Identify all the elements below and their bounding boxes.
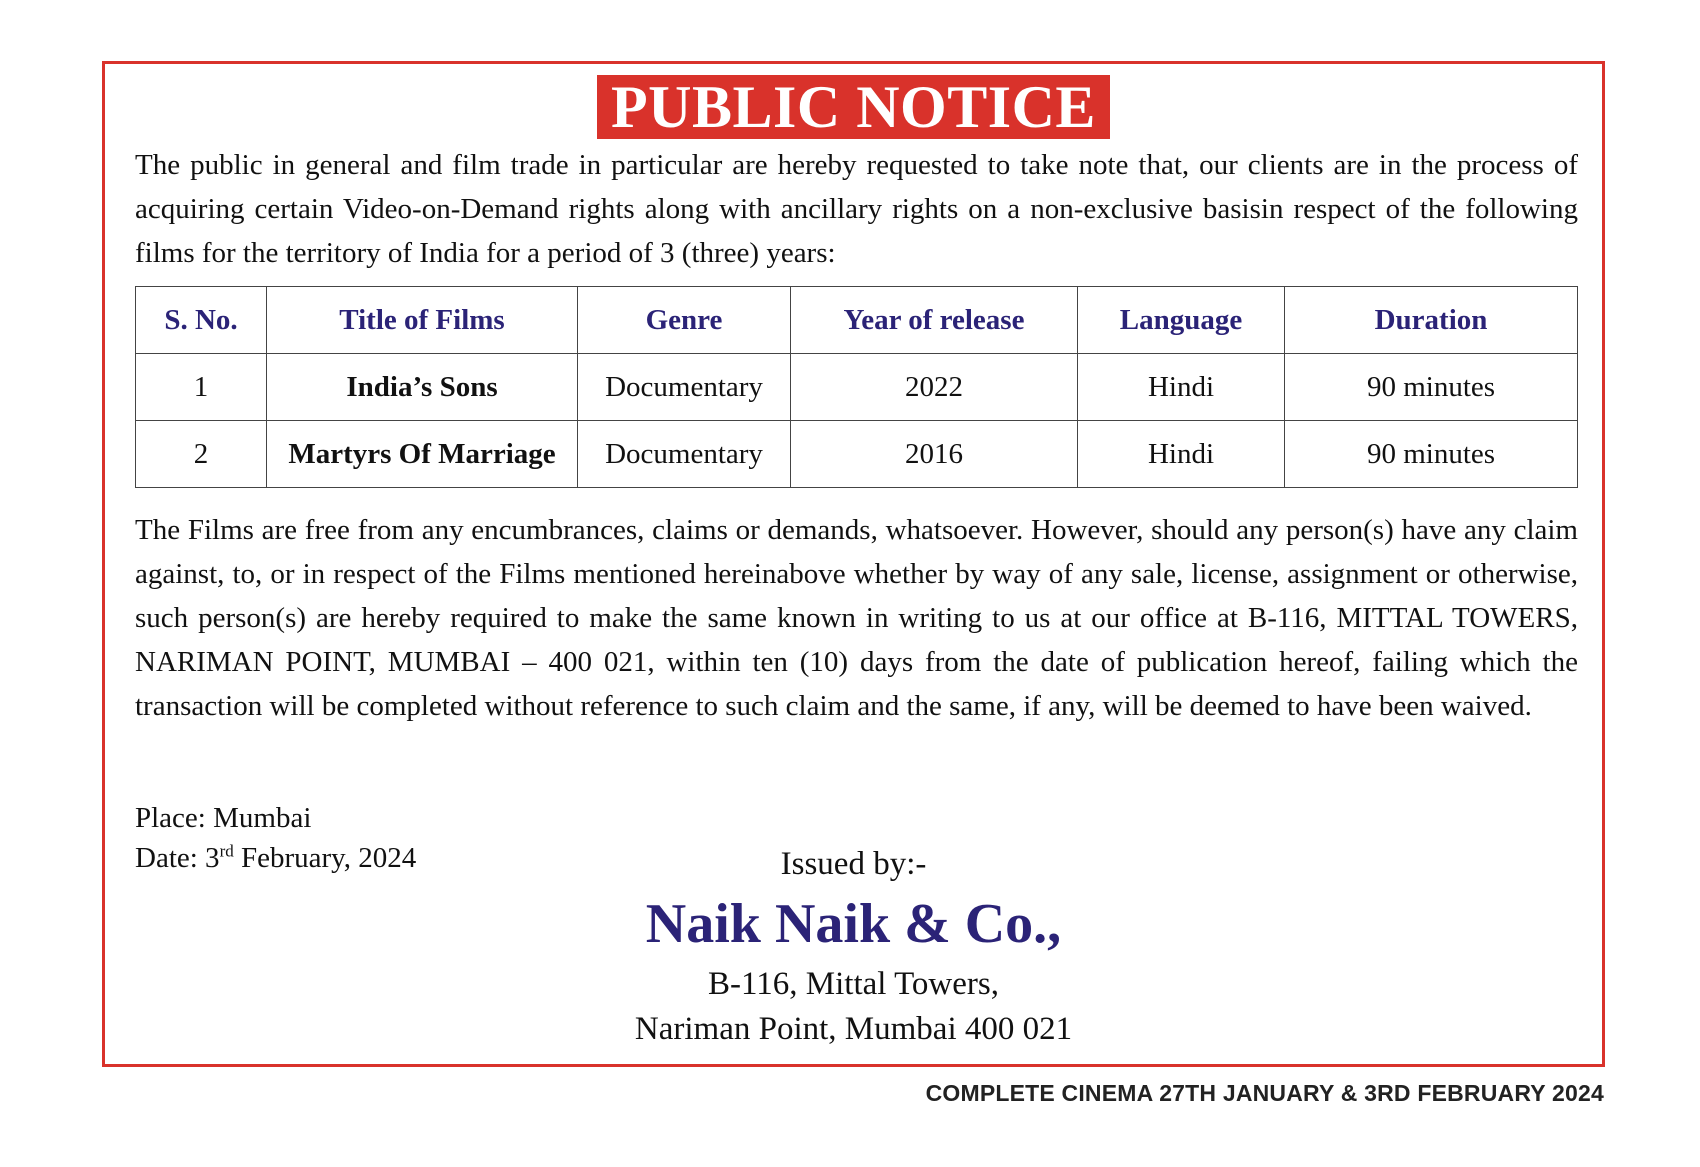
date-suffix: February, 2024	[233, 842, 417, 874]
cell-duration: 90 minutes	[1285, 421, 1578, 488]
cell-language: Hindi	[1078, 421, 1285, 488]
notice-title: PUBLIC NOTICE	[597, 75, 1110, 139]
firm-name: Naik Naik & Co.,	[645, 893, 1062, 955]
cell-year: 2016	[791, 421, 1078, 488]
films-table	[135, 286, 1578, 488]
date-prefix: Date: 3	[135, 842, 220, 874]
cell-sno: 2	[136, 421, 267, 488]
header-title: Title of Films	[267, 287, 578, 354]
cell-language: Hindi	[1078, 354, 1285, 421]
table-row	[136, 421, 1578, 488]
place-line: Place: Mumbai	[135, 802, 312, 834]
header-sno: S. No.	[136, 287, 267, 354]
body-paragraph: The Films are free from any encumbrances, claims or demands, whatsoever. However, should any person(s) have any claim against, to, or in respect of the Films mentioned hereinabove whether by way of any sale, license, assignment or otherwise, such person(s) are hereby required to make the same known in writing to us at our office at B-116, MITTAL TOWERS, NARIMAN POINT, MUMBAI – 400 021, within ten (10) days from the date of publication hereof, failing which the transaction will be completed without reference to such claim and the same, if any, will be deemed to have been waived.	[135, 514, 1578, 722]
notice-frame	[102, 61, 1605, 1067]
cell-year: 2022	[791, 354, 1078, 421]
cell-genre: Documentary	[578, 421, 791, 488]
table-header-row	[136, 287, 1578, 354]
title-wrapper	[105, 75, 1602, 139]
address-line-1: B-116, Mittal Towers,	[707, 966, 999, 1002]
address-line-2: Nariman Point, Mumbai 400 021	[634, 1011, 1073, 1047]
cell-title: India’s Sons	[267, 354, 578, 421]
issued-by-label: Issued by:-	[780, 846, 927, 882]
table-row	[136, 354, 1578, 421]
intro-paragraph: The public in general and film trade in particular are hereby requested to take note that, our clients are in the process of acquiring certain Video-on-Demand rights along with ancillary rights on a non-exclusive basisin respect of the following films for the territory of India for a period of 3 (three) years:	[135, 149, 1578, 269]
cell-duration: 90 minutes	[1285, 354, 1578, 421]
header-genre: Genre	[578, 287, 791, 354]
cell-title: Martyrs Of Marriage	[267, 421, 578, 488]
date-ordinal: rd	[219, 841, 234, 861]
header-language: Language	[1078, 287, 1285, 354]
header-year: Year of release	[791, 287, 1078, 354]
header-duration: Duration	[1285, 287, 1578, 354]
cell-genre: Documentary	[578, 354, 791, 421]
cell-sno: 1	[136, 354, 267, 421]
publication-footer: COMPLETE CINEMA 27TH JANUARY & 3RD FEBRUARY 2024	[925, 1080, 1604, 1106]
